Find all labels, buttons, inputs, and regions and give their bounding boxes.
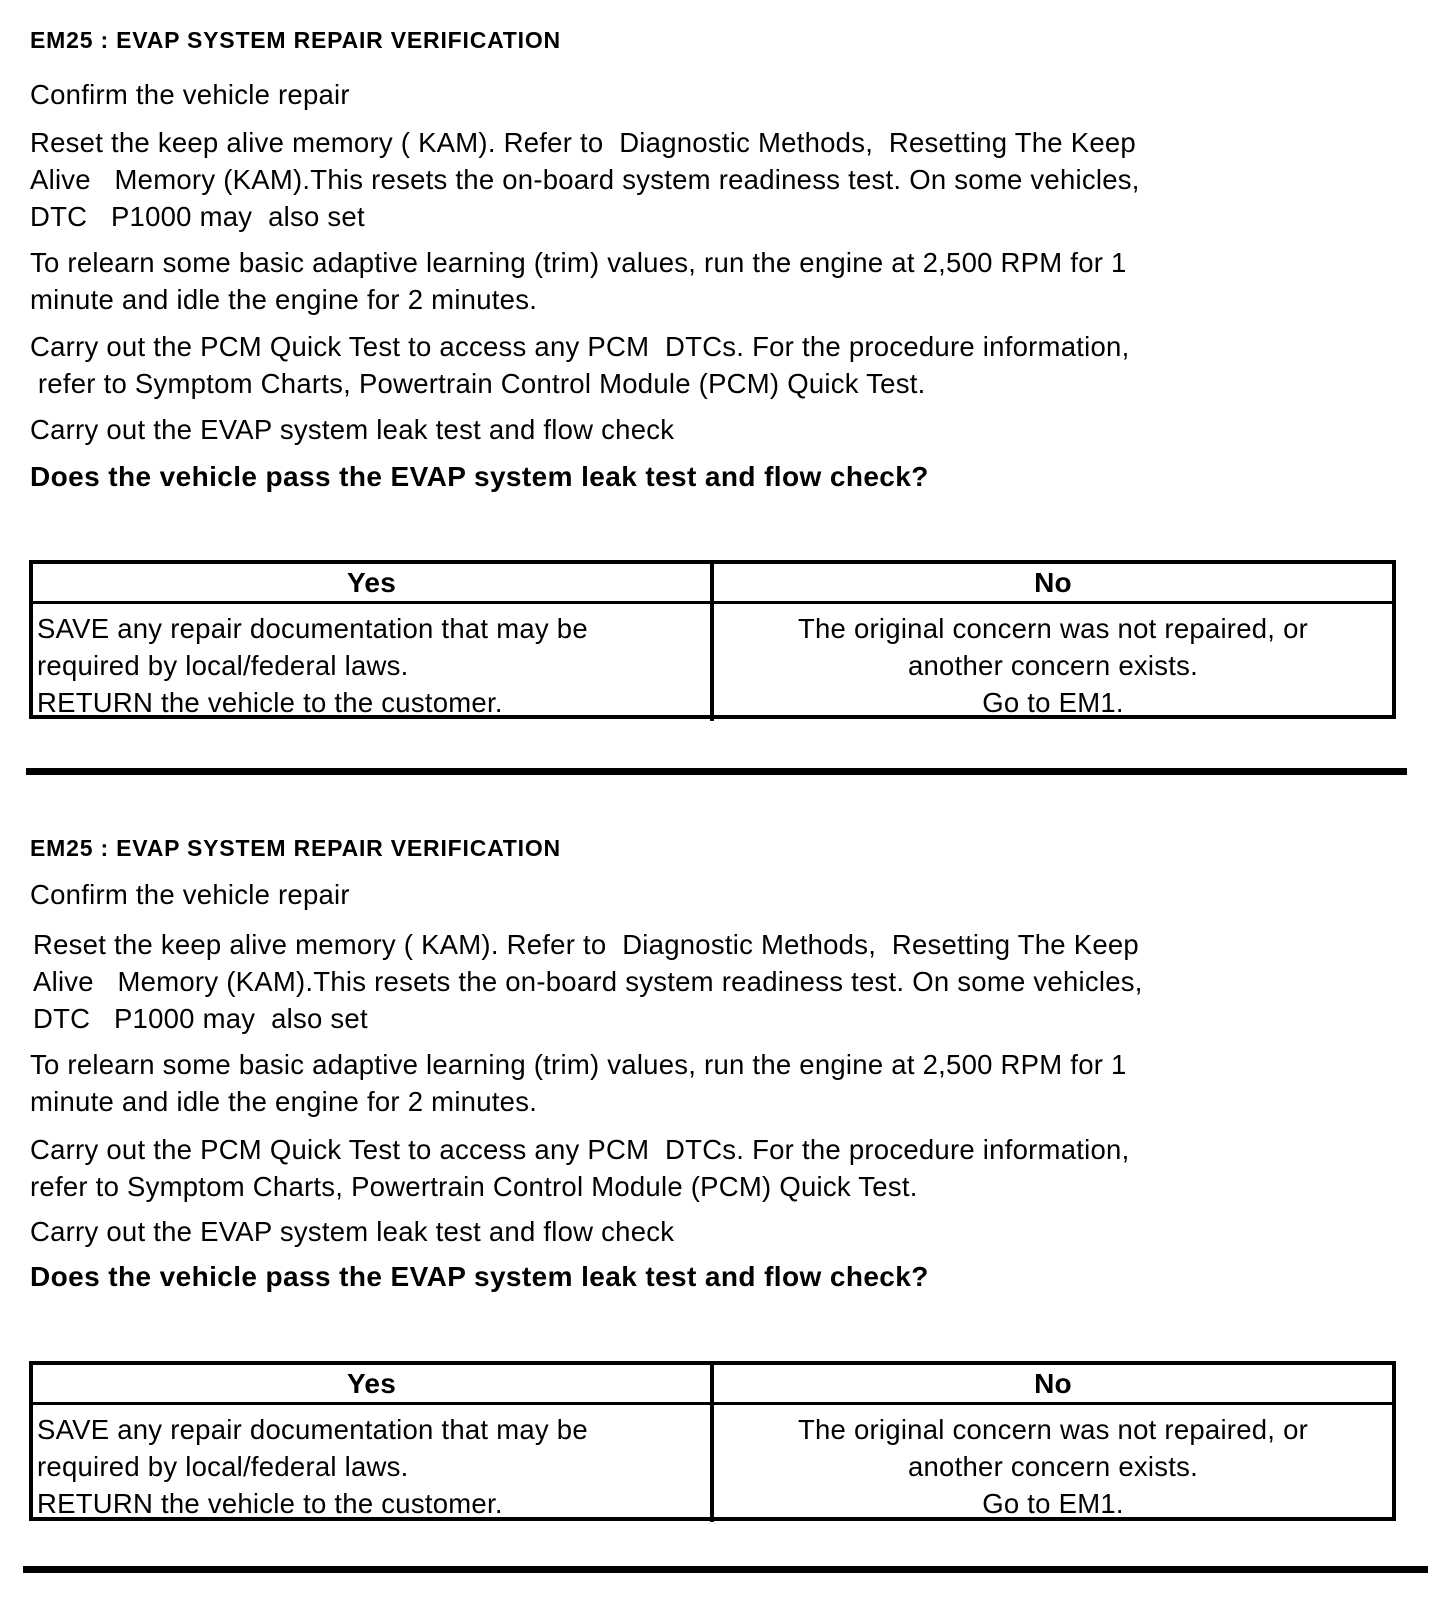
body-line: minute and idle the engine for 2 minutes.: [30, 284, 538, 315]
no-cell: [714, 604, 1392, 721]
cell-line: Go to EM1.: [982, 687, 1124, 718]
body-line: DTC P1000 may also set: [33, 1003, 368, 1034]
cell-line: required by local/federal laws.: [37, 1451, 409, 1482]
body-line: minute and idle the engine for 2 minutes.: [30, 1086, 538, 1117]
body-paragraph: [30, 876, 350, 913]
body-paragraph: [30, 244, 1127, 318]
body-paragraph: [30, 328, 1130, 402]
body-line: Carry out the PCM Quick Test to access any PCM DTCs. For the procedure information,: [30, 331, 1130, 362]
cell-line: RETURN the vehicle to the customer.: [37, 1488, 503, 1519]
no-cell: [714, 1405, 1392, 1522]
table-body-row: [33, 604, 1392, 721]
body-line: refer to Symptom Charts, Powertrain Control Module (PCM) Quick Test.: [30, 368, 926, 399]
cell-line: The original concern was not repaired, or: [797, 613, 1309, 644]
diagnostic-question: Does the vehicle pass the EVAP system leak test and flow check?: [30, 461, 929, 492]
body-paragraph: [30, 1131, 1130, 1205]
body-line: Carry out the PCM Quick Test to access any PCM DTCs. For the procedure information,: [30, 1134, 1130, 1165]
body-line: Reset the keep alive memory ( KAM). Refer to Diagnostic Methods, Resetting The Keep: [33, 929, 1139, 960]
body-line: refer to Symptom Charts, Powertrain Control Module (PCM) Quick Test.: [30, 1171, 918, 1202]
body-paragraph: [30, 411, 674, 448]
cell-line: The original concern was not repaired, or: [797, 1414, 1309, 1445]
body-paragraph: [30, 76, 350, 113]
cell-line: Go to EM1.: [982, 1488, 1124, 1519]
body-line: To relearn some basic adaptive learning (trim) values, run the engine at 2,500 RPM for 1: [30, 1049, 1127, 1080]
body-line: Alive Memory (KAM).This resets the on-board system readiness test. On some vehicles,: [33, 966, 1143, 997]
cell-line: SAVE any repair documentation that may be: [37, 613, 588, 644]
cell-line: required by local/federal laws.: [37, 650, 409, 681]
body-line: To relearn some basic adaptive learning (trim) values, run the engine at 2,500 RPM for 1: [30, 247, 1127, 278]
table-header-row: [33, 1365, 1392, 1405]
cell-line: another concern exists.: [907, 650, 1199, 681]
no-column-header: No: [1034, 567, 1072, 598]
cell-line: SAVE any repair documentation that may be: [37, 1414, 588, 1445]
diagnostic-question: Does the vehicle pass the EVAP system leak test and flow check?: [30, 1261, 929, 1292]
yes-cell: [33, 604, 714, 721]
cell-line: RETURN the vehicle to the customer.: [37, 687, 503, 718]
section-heading: EM25 : EVAP SYSTEM REPAIR VERIFICATION: [30, 27, 561, 53]
decision-table: [29, 1361, 1396, 1521]
table-header-row: [33, 564, 1392, 604]
cell-line: another concern exists.: [907, 1451, 1199, 1482]
section-heading: EM25 : EVAP SYSTEM REPAIR VERIFICATION: [30, 835, 561, 861]
body-line: Reset the keep alive memory ( KAM). Refer to Diagnostic Methods, Resetting The Keep: [30, 127, 1136, 158]
body-line: Confirm the vehicle repair: [30, 79, 350, 110]
body-paragraph: [33, 926, 1143, 1037]
body-paragraph: [30, 124, 1140, 235]
body-line: Carry out the EVAP system leak test and flow check: [30, 414, 675, 445]
body-paragraph: [30, 1046, 1127, 1120]
yes-column-header: Yes: [33, 564, 714, 601]
body-line: Alive Memory (KAM).This resets the on-board system readiness test. On some vehicles,: [30, 164, 1140, 195]
body-line: Carry out the EVAP system leak test and flow check: [30, 1216, 675, 1247]
no-column-header: No: [1034, 1368, 1072, 1399]
decision-table: [29, 560, 1396, 719]
table-body-row: [33, 1405, 1392, 1522]
section-divider: [26, 768, 1407, 775]
section-divider: [23, 1566, 1428, 1573]
body-line: DTC P1000 may also set: [30, 201, 365, 232]
body-paragraph: [30, 1213, 674, 1250]
yes-cell: [33, 1405, 714, 1522]
body-line: Confirm the vehicle repair: [30, 879, 350, 910]
yes-column-header: Yes: [33, 1365, 714, 1402]
